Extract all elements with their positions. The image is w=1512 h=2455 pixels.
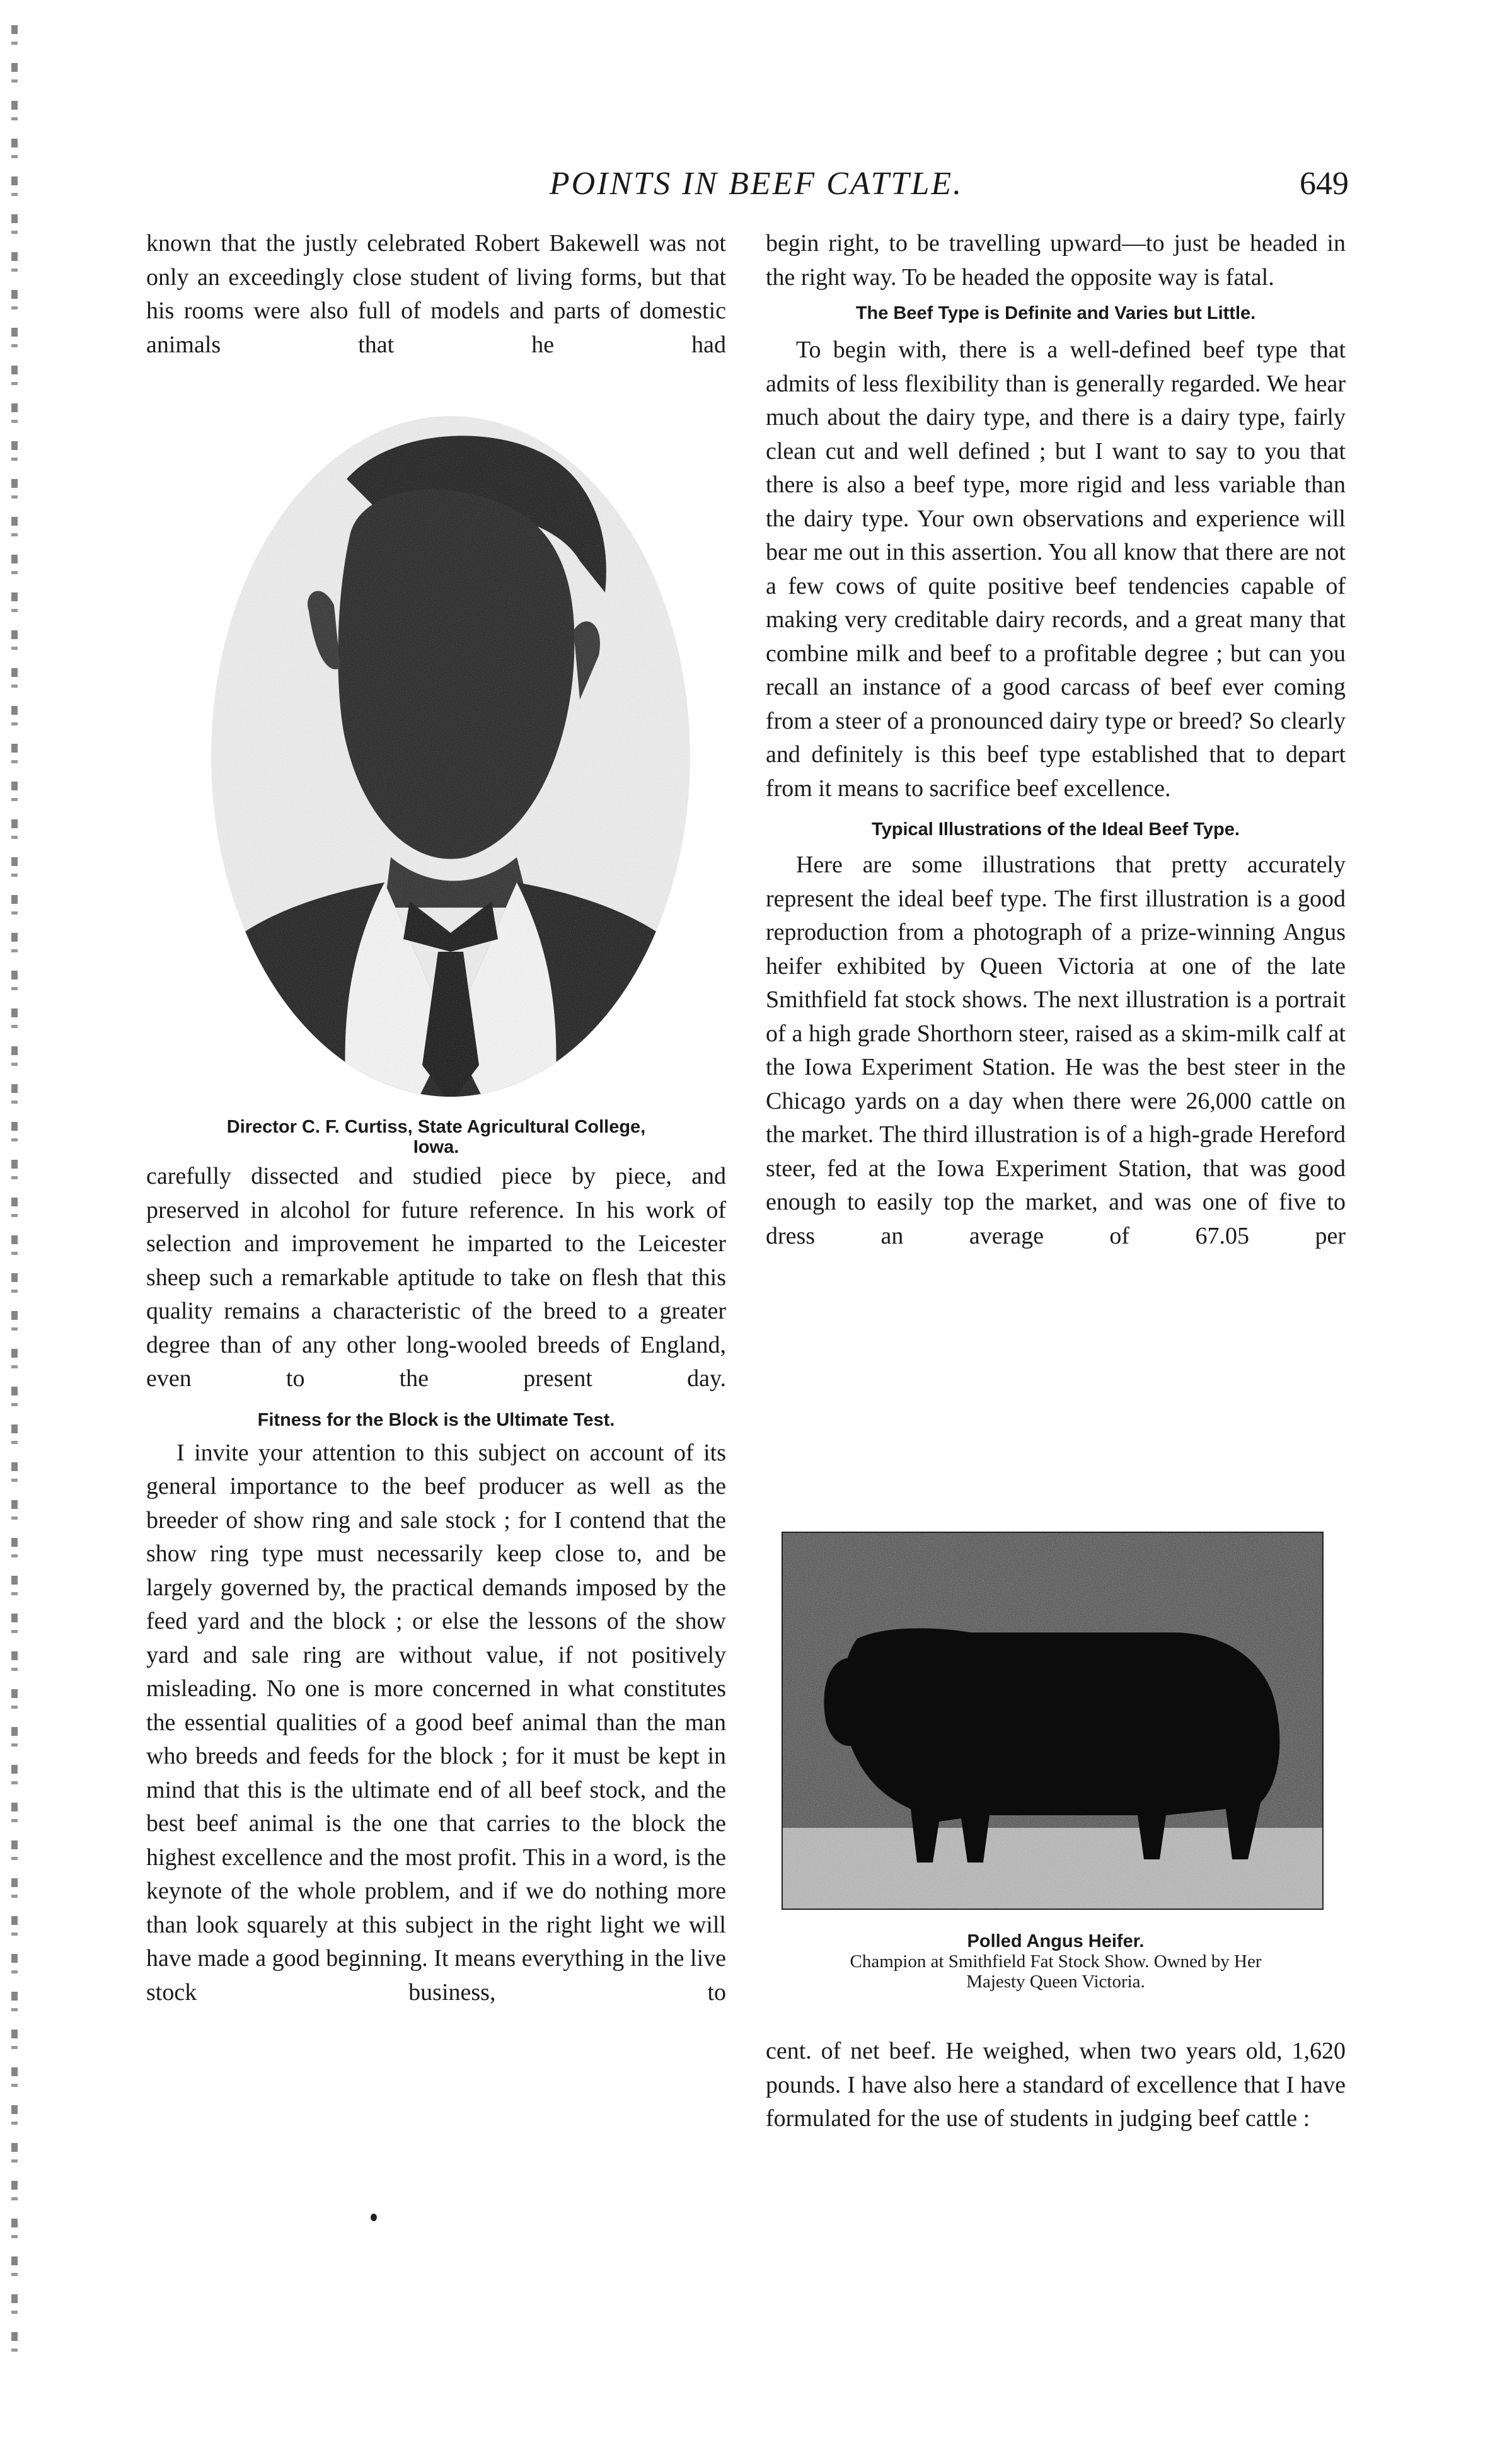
paragraph: I invite your attention to this subject on account of its general importance to the beef producer as well as the breeder of show ring and sale stock ; for I contend that the show ring type must necessarily keep close to, and be largely governed by, the practical demands imposed by the feed yard and the block ; or else the lessons of the show yard and sale ring are without value, if not positively misleading. No one is more concerned in what constitutes the essential qualities of a good beef animal than the man who breeds and feeds for the block ; for it must be kept in mind that this is the ultimate end of all beef stock, and the best beef animal is the one that carries to the block the highest excellence and the most profit. This in a word, is the keynote of the whole problem, and if we do nothing more than look squarely at this subject in the right light we will have made a good beginning. It means everything in the live stock business, to <box>146 1439 726 2006</box>
running-title: POINTS IN BEEF CATTLE. <box>549 166 964 202</box>
page-number: 649 <box>1300 166 1349 202</box>
left-column-top <box>146 227 726 362</box>
paragraph: carefully dissected and studied piece by piece, and preserved in alcohol for future reference. In his work of selection and improvement he imparted to the Leicester sheep such a remarkable aptitude to take on flesh that this quality remains a characteristic of the breed to a greater degree than of any other long-wooled breeds of England, even to the present day. <box>146 1163 726 1392</box>
cattle-caption-line2: Majesty Queen Victoria. <box>966 1972 1145 1992</box>
print-mark <box>371 2214 377 2221</box>
portrait-image <box>202 403 700 1103</box>
section-heading: Typical Illustrations of the Ideal Beef Type. <box>872 819 1240 840</box>
right-column-top <box>766 227 1346 1253</box>
portrait-caption <box>146 1117 726 1157</box>
cattle-image <box>782 1532 1324 1910</box>
paragraph: Here are some illustrations that pretty accurately represent the ideal beef type. The first illustration is a good reproduction from a photograph of a prize-winning Angus heifer exhibited by Queen Victoria at one of the late Smithfield fat stock shows. The next illustration is a portrait of a high grade Shorthorn steer, raised as a skim-milk calf at the Iowa Experiment Station. He was the best steer in the Chicago yards on a day when there were 26,000 cattle on the market. The third illustration is of a high-grade Hereford steer, fed at the Iowa Experiment Station, that was good enough to easily top the market, and was one of five to dress an average of 67.05 per <box>766 852 1346 1249</box>
paragraph: To begin with, there is a well-defined beef type that admits of less flexibility than is generally regarded. We hear much about the dairy type, and there is a dairy type, fairly clean cut and well defined ; but I want to say to you that there is also a beef type, more rigid and less variable than the dairy type. Your own observations and experience will bear me out in this assertion. You all know that there are not a few cows of quite positive beef tendencies capable of making very creditable dairy records, and a great many that combine milk and beef to a profitable degree ; but can you recall an instance of a good carcass of beef ever coming from a steer of a pronounced dairy type or breed? So clearly and definitely is this beef type established that to depart from it means to sacrifice beef excellence. <box>766 337 1346 802</box>
cattle-caption-title: Polled Angus Heifer. <box>967 1931 1145 1951</box>
cattle-caption <box>766 1931 1346 1992</box>
scanned-page-edge <box>11 25 18 2357</box>
paragraph: known that the justly celebrated Robert Bakewell was not only an exceedingly close student of living forms, but that his rooms were also full of models and parts of domestic animals that he had <box>146 230 726 358</box>
cattle-caption-line1: Champion at Smithfield Fat Stock Show. Owned by Her <box>850 1951 1262 1972</box>
cattle-figure <box>782 1532 1324 1910</box>
right-column-bottom <box>766 2035 1346 2136</box>
left-column-bottom <box>146 1160 726 2009</box>
paragraph: begin right, to be travelling upward—to just be headed in the right way. To be headed the opposite way is fatal. <box>766 230 1346 291</box>
portrait-figure <box>202 403 700 1103</box>
portrait-caption-line2: Iowa. <box>413 1137 459 1157</box>
section-heading: The Beef Type is Definite and Varies but Little. <box>855 303 1256 323</box>
section-heading: Fitness for the Block is the Ultimate Test. <box>257 1409 615 1430</box>
paragraph: cent. of net beef. He weighed, when two years old, 1,620 pounds. I have also here a standard of excellence that I have formulated for the use of students in judging beef cattle : <box>766 2038 1346 2132</box>
portrait-caption-line1: Director C. F. Curtiss, State Agricultural College, <box>226 1117 646 1137</box>
